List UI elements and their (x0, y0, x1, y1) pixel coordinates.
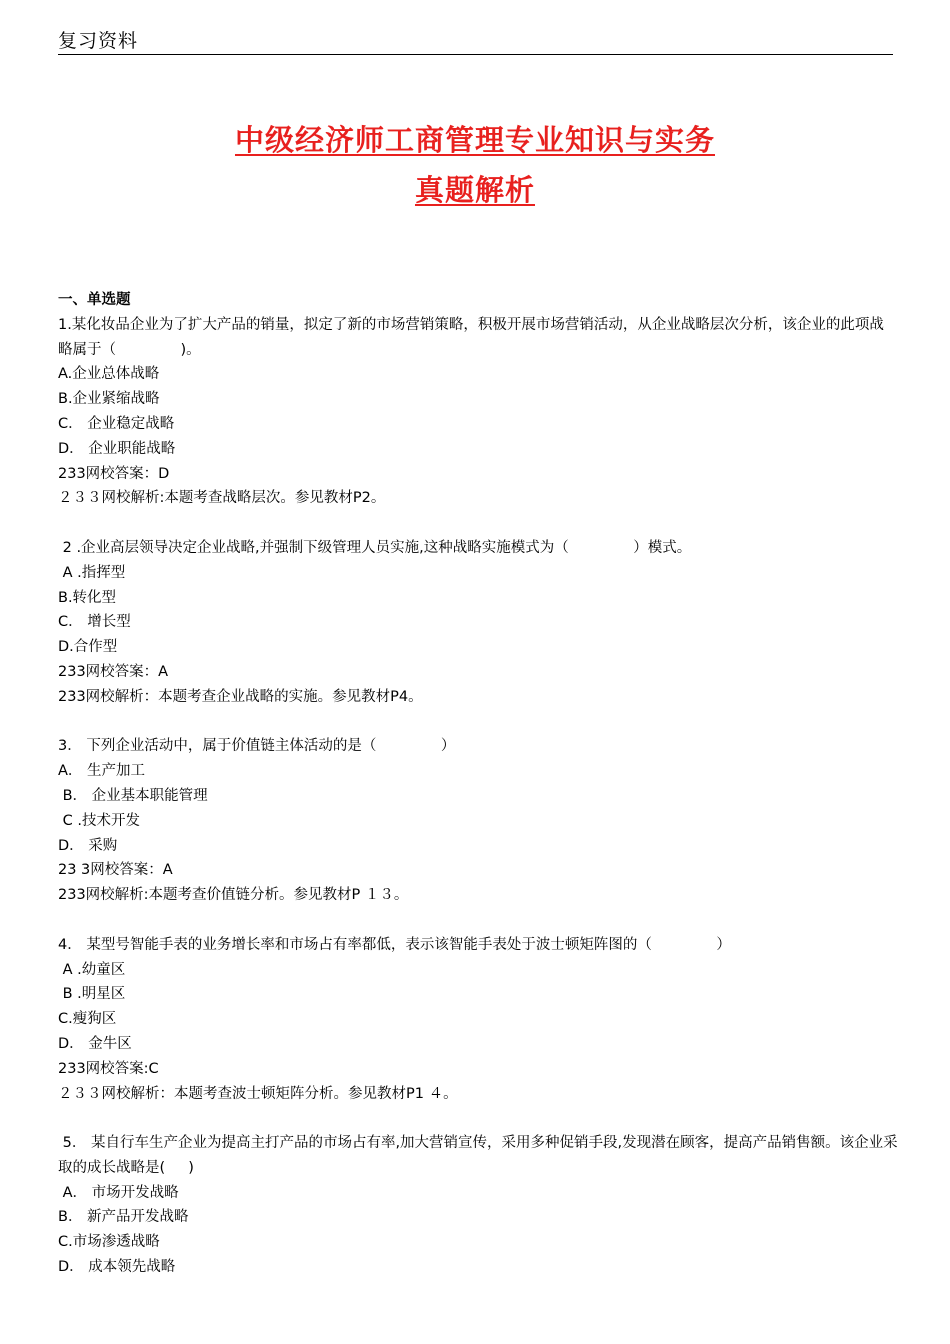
analysis-line: ２３３网校解析：本题考查波士顿矩阵分析。参见教材P1 ４。 (58, 1085, 458, 1102)
answer-line: 233网校答案:C (58, 1060, 159, 1077)
analysis-line: 233网校解析:本题考查价值链分析。参见教材P １３。 (58, 887, 409, 904)
title-line1-text: 中级经济师工商管理专业知识与实务 (234, 123, 715, 157)
document-body (58, 288, 898, 1280)
answer-line: 23 3网校答案：A (58, 862, 173, 879)
option-d: D． 金牛区 (58, 1035, 132, 1052)
option-c: C． 企业稳定战略 (58, 415, 175, 432)
answer-line: 233网校答案：D (58, 465, 170, 482)
option-a: A .指挥型 (58, 564, 126, 581)
option-a: A .幼童区 (58, 961, 126, 978)
document-title-line1 (0, 122, 950, 158)
question-stem: 4． 某型号智能手表的业务增长率和市场占有率都低，表示该智能手表处于波士顿矩阵图的（ ） (58, 936, 731, 953)
page-header (58, 28, 893, 55)
section-title: 一、单选题 (58, 292, 131, 308)
option-b: B .明星区 (58, 986, 126, 1003)
question-stem: 5． 某自行车生产企业为提高主打产品的市场占有率,加大营销宣传，采用多种促销手段,发现潜在顾客，提高产品销售额。该企业采取的成长战略是( ) (58, 1135, 898, 1176)
question-5 (58, 1131, 898, 1280)
question-stem: 1.某化妆品企业为了扩大产品的销量，拟定了新的市场营销策略，积极开展市场营销活动，从企业战略层次分析，该企业的此项战略属于（ )。 (58, 316, 884, 358)
option-a: A． 生产加工 (58, 763, 146, 780)
option-b: B． 新产品开发战略 (58, 1209, 189, 1226)
option-b: B． 企业基本职能管理 (58, 787, 208, 804)
title-line2-text: 真题解析 (414, 173, 535, 207)
analysis-line: ２３３网校解析:本题考查战略层次。参见教材P2。 (58, 490, 386, 507)
option-d: D． 企业职能战略 (58, 440, 176, 457)
question-3 (58, 734, 898, 908)
question-stem: 2 .企业高层领导决定企业战略,并强制下级管理人员实施,这种战略实施模式为（ ）模式。 (58, 539, 692, 556)
question-1 (58, 313, 898, 511)
answer-line: 233网校答案：A (58, 663, 169, 680)
option-c: C .技术开发 (58, 812, 140, 829)
option-d: D． 成本领先战略 (58, 1259, 176, 1276)
question-4 (58, 933, 898, 1107)
option-a: A.企业总体战略 (58, 366, 160, 383)
option-d: D.合作型 (58, 639, 118, 656)
option-b: B.转化型 (58, 589, 117, 606)
option-d: D． 采购 (58, 837, 118, 854)
option-b: B.企业紧缩战略 (58, 391, 160, 408)
option-a: A． 市场开发战略 (58, 1184, 179, 1201)
option-c: C． 增长型 (58, 614, 131, 631)
question-2 (58, 536, 898, 710)
option-c: C.市场渗透战略 (58, 1234, 160, 1251)
question-stem: 3． 下列企业活动中，属于价值链主体活动的是（ ） (58, 738, 456, 755)
option-c: C.瘦狗区 (58, 1011, 117, 1028)
analysis-line: 233网校解析：本题考查企业战略的实施。参见教材P4。 (58, 688, 423, 705)
document-title-line2 (0, 172, 950, 208)
header-text: 复习资料 (58, 30, 139, 52)
